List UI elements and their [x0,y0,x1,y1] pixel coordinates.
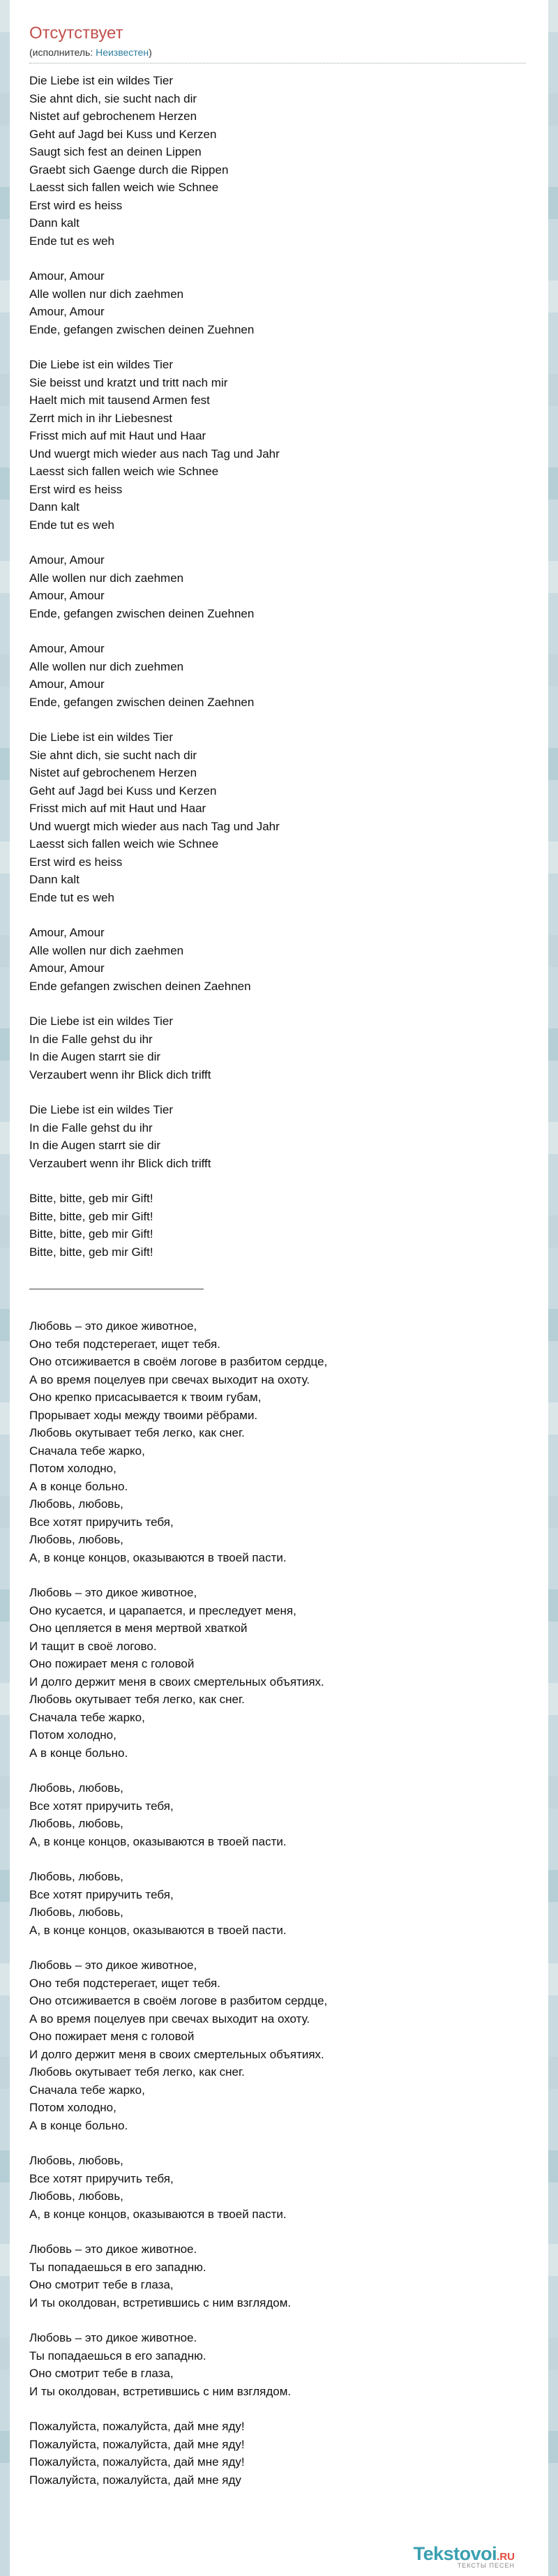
lyrics-line: In die Augen starrt sie dir [29,1050,161,1063]
lyrics-stanza [29,1101,518,1172]
lyrics-stanza [29,2329,518,2400]
lyrics-line: Оно смотрит тебе в глаза, [29,2278,174,2291]
lyrics-line: Ende tut es weh [29,234,114,248]
lyrics-line: Und wuergt mich wieder aus nach Tag und Jahr [29,819,280,833]
lyrics-line: Die Liebe ist ein wildes Tier [29,1103,173,1116]
lyrics-line: Dann kalt [29,216,80,230]
lyrics-stanza [29,1779,518,1850]
lyrics-line: А, в конце концов, оказываются в твоей пасти. [29,1550,287,1564]
lyrics-line: Laesst sich fallen weich wie Schnee [29,181,219,194]
lyrics-panel [22,0,536,2576]
lyrics-line: Die Liebe ist ein wildes Tier [29,731,173,744]
lyrics-stanza [29,1012,518,1084]
lyrics-line: Ende tut es weh [29,890,114,904]
lyrics-line: А в конце больно. [29,1479,128,1493]
lyrics-line: Alle wollen nur dich zuehmen [29,659,184,673]
lyrics-line: Пожалуйста, пожалуйста, дай мне яду! [29,2437,245,2451]
lyrics-line: Любовь, любовь, [29,1497,123,1511]
lyrics-line: А в конце больно. [29,1746,128,1760]
lyrics-line: Haelt mich mit tausend Armen fest [29,394,210,407]
lyrics-line: Ende gefangen zwischen deinen Zaehnen [29,979,251,993]
lyrics-line: И ты околдован, встретившись с ним взглядом. [29,2296,292,2309]
lyrics-line: Любовь окутывает тебя легко, как снег. [29,2065,245,2079]
lyrics-line: Frisst mich auf mit Haut und Haar [29,802,206,815]
lyrics-line: Alle wollen nur dich zaehmen [29,571,184,585]
lyrics-line: Любовь, любовь, [29,2189,123,2203]
lyrics-line: Die Liebe ist ein wildes Tier [29,358,173,371]
lyrics-body [22,63,518,2489]
lyrics-line: Bitte, bitte, geb mir Gift! [29,1227,153,1241]
lyrics-line: Dann kalt [29,873,80,886]
lyrics-line: Erst wird es heiss [29,198,123,212]
lyrics-line: Любовь – это дикое животное, [29,1319,197,1333]
lyrics-stanza [29,2152,518,2223]
lyrics-line: Bitte, bitte, geb mir Gift! [29,1192,153,1205]
lyrics-stanza [29,356,518,534]
lyrics-stanza [29,2240,518,2312]
lyrics-line: Любовь окутывает тебя легко, как снег. [29,1426,245,1439]
lyrics-line: Любовь, любовь, [29,1781,123,1795]
lyrics-stanza [29,728,518,906]
performer-link[interactable]: Неизвестен [96,47,149,58]
lyrics-line: Dann kalt [29,500,80,514]
lyrics-stanza [29,1868,518,1939]
performer-prefix: (исполнитель: [29,47,96,58]
lyrics-line: И долго держит меня в своих смертельных объятиях. [29,2047,324,2061]
lyrics-line: Frisst mich auf mit Haut und Haar [29,429,206,442]
lyrics-line: In die Falle gehst du ihr [29,1121,153,1135]
lyrics-line: Любовь – это дикое животное. [29,2331,197,2344]
lyrics-line: Amour, Amour [29,589,105,602]
lyrics-stanza [29,640,518,711]
lyrics-line: Sie beisst und kratzt und tritt nach mir [29,375,228,389]
lyrics-line: Оно отсиживается в своём логове в разбитом сердце, [29,1994,328,2007]
lyrics-line: Оно пожирает меня с головой [29,2030,195,2043]
lyrics-stanza [29,72,518,250]
lyrics-line: Die Liebe ist ein wildes Tier [29,74,173,87]
lyrics-line: Любовь – это дикое животное. [29,2242,197,2256]
lyrics-line: Amour, Amour [29,553,105,567]
right-decorative-stripe [548,0,558,2576]
lyrics-line: Оно цепляется в меня мертвой хваткой [29,1622,248,1635]
lyrics-line: Пожалуйста, пожалуйста, дай мне яду! [29,2420,245,2433]
lyrics-line: Сначала тебе жарко, [29,1710,145,1724]
lyrics-line: Bitte, bitte, geb mir Gift! [29,1209,153,1223]
lyrics-line: Любовь, любовь, [29,1870,123,1883]
lyrics-line: Bitte, bitte, geb mir Gift! [29,1245,153,1259]
lyrics-line: Geht auf Jagd bei Kuss und Kerzen [29,784,217,797]
lyrics-stanza [29,551,518,622]
lyrics-line: Laesst sich fallen weich wie Schnee [29,837,219,851]
logo-name: Tekstovoi [413,2543,497,2564]
lyrics-line: Любовь – это дикое животное, [29,1586,197,1599]
lyrics-line: Graebt sich Gaenge durch die Rippen [29,163,229,177]
lyrics-line: Оно отсиживается в своём логове в разбитом сердце, [29,1355,328,1368]
lyrics-line: Прорывает ходы между твоими рёбрами. [29,1408,258,1422]
lyrics-line: Verzaubert wenn ihr Blick dich trifft [29,1068,211,1081]
lyrics-line: Amour, Amour [29,961,105,975]
lyrics-line: А, в конце концов, оказываются в твоей пасти. [29,2207,287,2221]
logo-tld: .RU [497,2551,515,2563]
lyrics-stanza [29,2418,518,2489]
lyrics-line: Любовь, любовь, [29,1817,123,1830]
lyrics-line: Ende tut es weh [29,518,114,532]
lyrics-line: Sie ahnt dich, sie sucht nach dir [29,748,197,762]
lyrics-line: Amour, Amour [29,642,105,655]
lyrics-line: Nistet auf gebrochenem Herzen [29,766,197,779]
lyrics-line: Ты попадаешься в его западню. [29,2260,206,2274]
lyrics-line: И ты околдован, встретившись с ним взглядом. [29,2384,292,2398]
lyrics-line: Оно тебя подстерегает, ищет тебя. [29,1337,220,1351]
performer-line [29,46,526,63]
lyrics-line: Все хотят приручить тебя, [29,1887,174,1901]
lyrics-line: Любовь, любовь, [29,1533,123,1546]
lyrics-line: Ende, gefangen zwischen deinen Zuehnen [29,606,255,620]
lyrics-line: Erst wird es heiss [29,482,123,496]
lyrics-line: Saugt sich fest an deinen Lippen [29,145,202,158]
lyrics-line: In die Falle gehst du ihr [29,1032,153,1046]
lyrics-stanza [29,267,518,338]
lyrics-line: Любовь – это дикое животное, [29,1959,197,1972]
lyrics-line: Verzaubert wenn ihr Blick dich trifft [29,1156,211,1170]
lyrics-line: Любовь окутывает тебя легко, как снег. [29,1693,245,1706]
original-lyrics [29,72,518,1261]
lyrics-stanza [29,1956,518,2134]
lyrics-stanza [29,1190,518,1261]
lyrics-line: И тащит в своё логово. [29,1639,157,1653]
lyrics-line: Amour, Amour [29,677,105,691]
lyrics-line: А во время поцелуев при свечах выходит на охоту. [29,1372,310,1386]
left-decorative-stripe [0,0,10,2576]
lyrics-line: Ende, gefangen zwischen deinen Zaehnen [29,695,255,709]
lyrics-line: Und wuergt mich wieder aus nach Tag und Jahr [29,447,280,460]
lyrics-line: Оно пожирает меня с головой [29,1657,195,1670]
lyrics-stanza [29,924,518,995]
lyrics-line: Потом холодно, [29,2101,116,2114]
lyrics-line: Sie ahnt dich, sie sucht nach dir [29,91,197,105]
lyrics-line: Alle wollen nur dich zaehmen [29,287,184,301]
lyrics-line: Zerrt mich in ihr Liebesnest [29,411,173,425]
lyrics-line: Geht auf Jagd bei Kuss und Kerzen [29,127,217,141]
lyrics-line: А в конце больно. [29,2118,128,2132]
lyrics-line: Все хотят приручить тебя, [29,2171,174,2185]
lyrics-line: Потом холодно, [29,1462,116,1475]
logo-tagline: ТЕКСТЫ ПЕСЕН [457,2562,515,2569]
lyrics-line: Оно смотрит тебе в глаза, [29,2367,174,2380]
lyrics-line: Оно крепко присасывается к твоим губам, [29,1391,262,1404]
lyrics-line: Все хотят приручить тебя, [29,1799,174,1813]
lyrics-line: Сначала тебе жарко, [29,2083,145,2097]
lyrics-line: Потом холодно, [29,1728,116,1742]
performer-suffix: ) [149,47,152,58]
lyrics-line: Оно кусается, и царапается, и преследует меня, [29,1603,296,1617]
lyrics-line: Ende, gefangen zwischen deinen Zuehnen [29,322,255,336]
lyrics-line: Ты попадаешься в его западню. [29,2349,206,2362]
lyrics-line: Amour, Amour [29,305,105,318]
song-header [22,0,536,63]
lyrics-line: Amour, Amour [29,269,105,283]
site-logo[interactable] [414,2543,515,2569]
lyrics-line: Laesst sich fallen weich wie Schnee [29,465,219,478]
lyrics-line: Nistet auf gebrochenem Herzen [29,110,197,123]
lyrics-line: Сначала тебе жарко, [29,1444,145,1458]
translated-lyrics [29,1317,518,2489]
lyrics-line: Оно тебя подстерегает, ищет тебя. [29,1976,220,1990]
lyrics-line: Любовь, любовь, [29,1905,123,1919]
lyrics-line: А во время поцелуев при свечах выходит на охоту. [29,2012,310,2025]
lyrics-line: А, в конце концов, оказываются в твоей пасти. [29,1834,287,1848]
lyrics-line: Любовь, любовь, [29,2154,123,2167]
lyrics-line: Amour, Amour [29,926,105,939]
lyrics-line: In die Augen starrt sie dir [29,1139,161,1152]
lyrics-line: А, в конце концов, оказываются в твоей пасти. [29,1923,287,1937]
song-title: Отсутствует [29,24,123,43]
lyrics-line: Die Liebe ist ein wildes Tier [29,1014,173,1028]
lyrics-line: Пожалуйста, пожалуйста, дай мне яду! [29,2455,245,2469]
lyrics-line: Пожалуйста, пожалуйста, дай мне яду [29,2473,241,2487]
lyrics-line: И долго держит меня в своих смертельных объятиях. [29,1675,324,1688]
lyrics-stanza [29,1584,518,1762]
lyrics-stanza [29,1317,518,1566]
lyrics-line: Все хотят приручить тебя, [29,1515,174,1529]
lyrics-line: Erst wird es heiss [29,855,123,869]
lyrics-line: Alle wollen nur dich zaehmen [29,943,184,957]
